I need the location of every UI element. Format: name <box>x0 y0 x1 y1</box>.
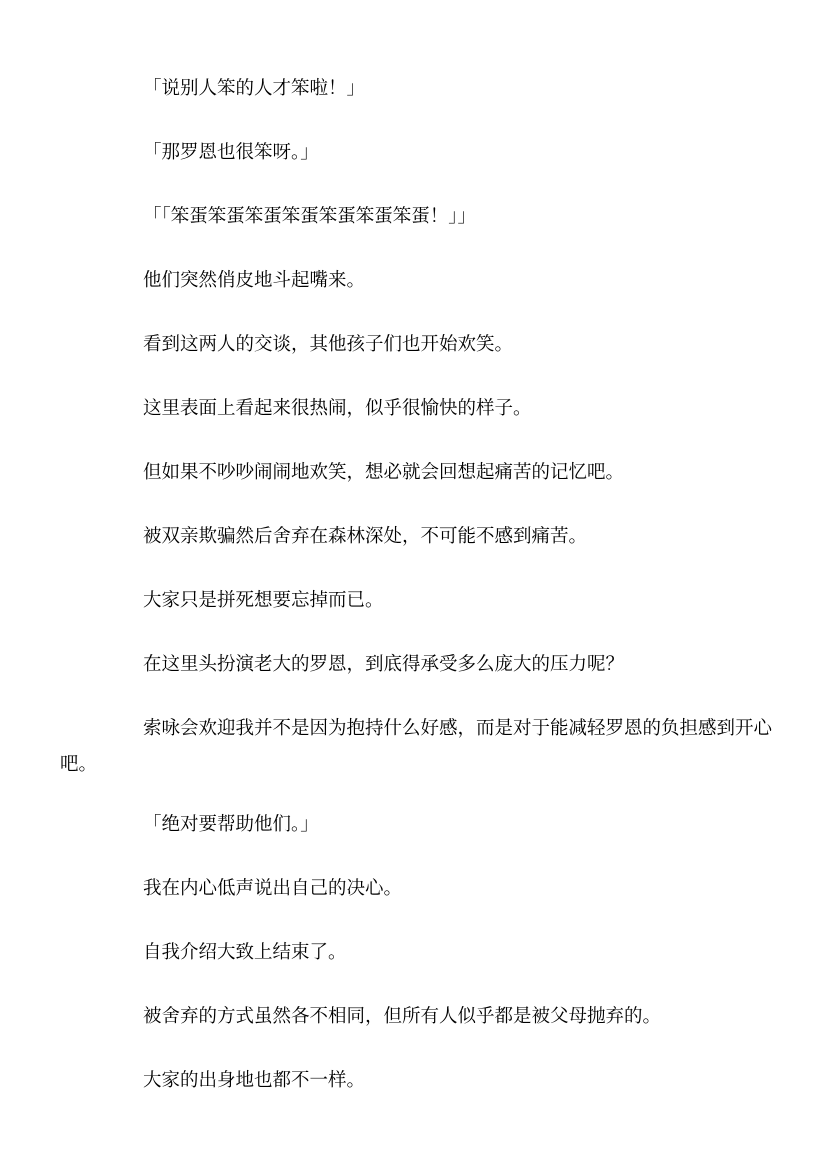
paragraph: 「「笨蛋笨蛋笨蛋笨蛋笨蛋笨蛋笨蛋！」」 <box>143 206 477 227</box>
paragraph: 「那罗恩也很笨呀。」 <box>143 142 319 163</box>
paragraph: 被双亲欺骗然后舍弃在森林深处，不可能不感到痛苦。 <box>143 526 588 547</box>
paragraph: 看到这两人的交谈，其他孩子们也开始欢笑。 <box>143 334 514 355</box>
paragraph: 「说别人笨的人才笨啦！」 <box>143 78 366 99</box>
paragraph: 这里表面上看起来很热闹，似乎很愉快的样子。 <box>143 398 532 419</box>
paragraph: 在这里头扮演老大的罗恩，到底得承受多么庞大的压力呢？ <box>143 654 625 675</box>
paragraph: 我在内心低声说出自己的决心。 <box>143 878 403 899</box>
paragraph: 「绝对要帮助他们。」 <box>143 814 319 835</box>
paragraph: 索咏会欢迎我并不是因为抱持什么好感，而是对于能减轻罗恩的负担感到开心吧。 <box>60 718 773 775</box>
paragraph: 他们突然俏皮地斗起嘴来。 <box>143 270 366 291</box>
paragraph: 大家的出身地也都不一样。 <box>143 1070 366 1091</box>
paragraph: 自我介绍大致上结束了。 <box>143 942 347 963</box>
paragraph: 但如果不吵吵闹闹地欢笑，想必就会回想起痛苦的记忆吧。 <box>143 462 625 483</box>
paragraph: 被舍弃的方式虽然各不相同，但所有人似乎都是被父母抛弃的。 <box>143 1006 662 1027</box>
paragraph: 大家只是拼死想要忘掉而已。 <box>143 590 384 611</box>
